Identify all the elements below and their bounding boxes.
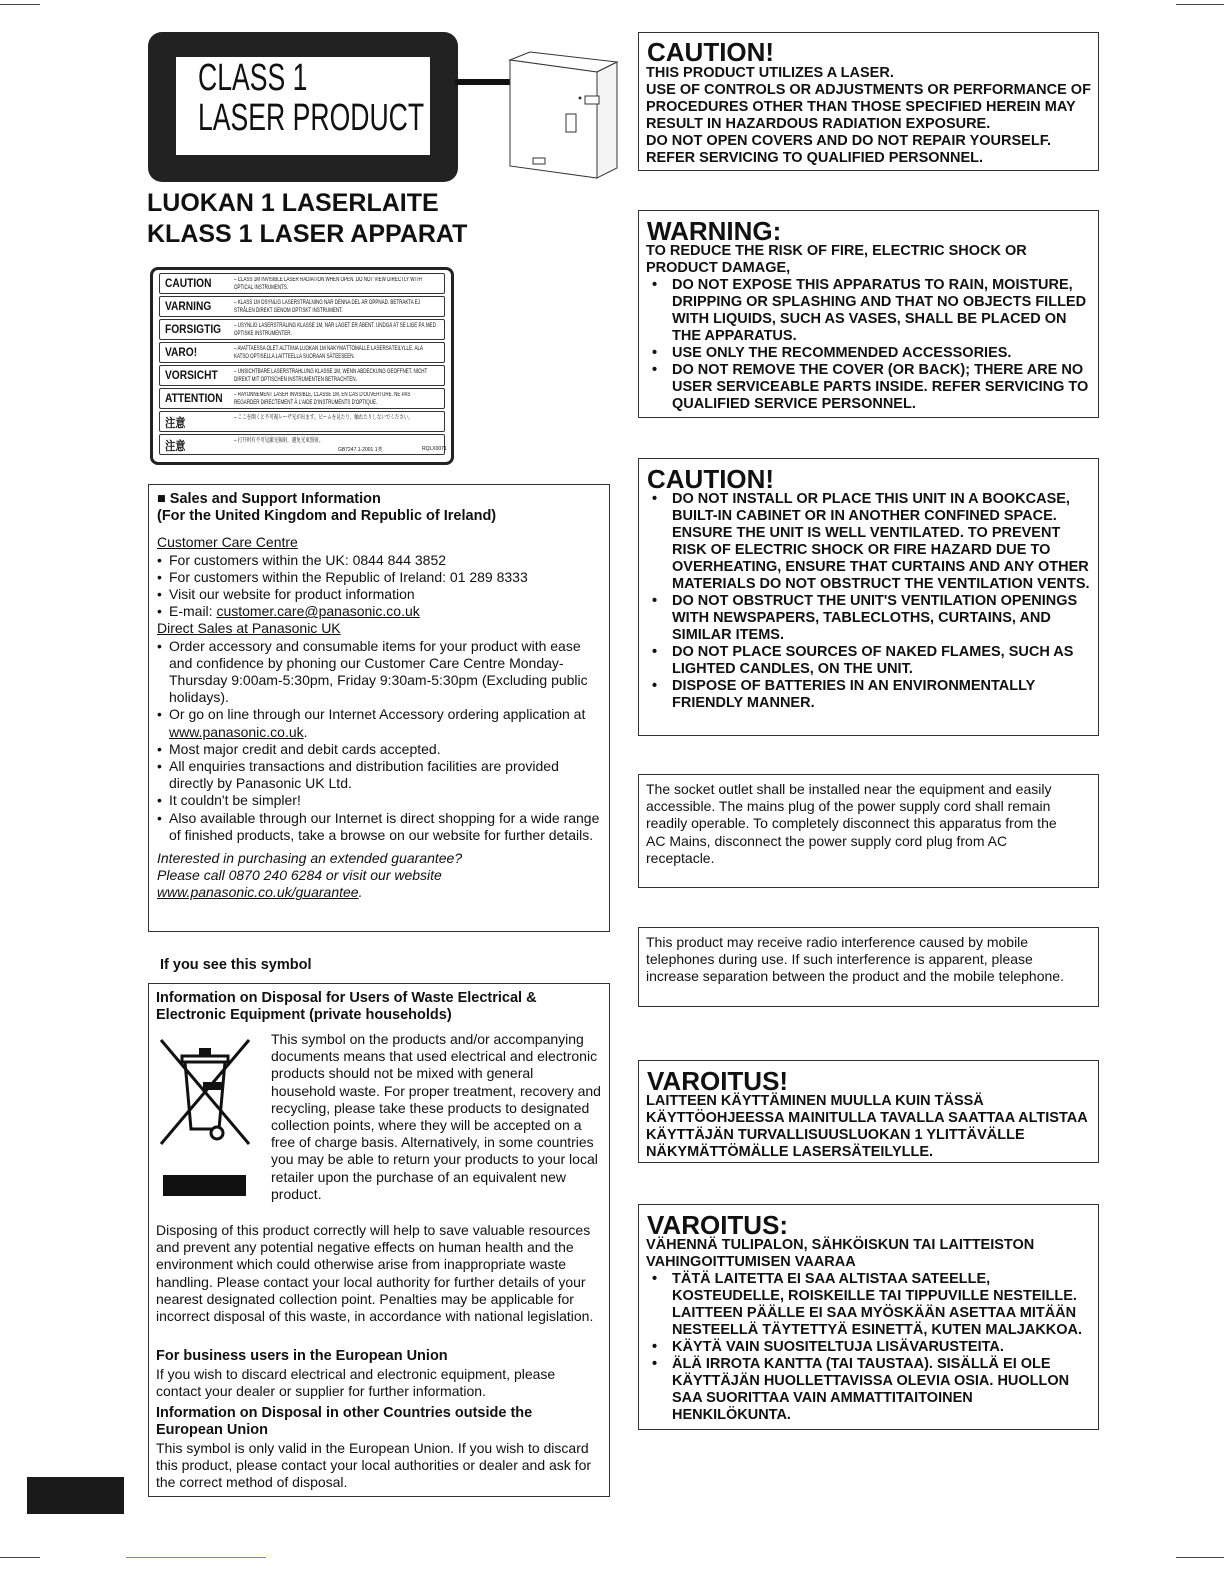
disposal-info-box bbox=[148, 983, 610, 1497]
radio-note: This product may receive radio interference caused by mobile telephones during use. If such interference is apparent, please increase separation between the product and the mobile telephone. bbox=[646, 934, 1064, 985]
sticker-code: RQLX0071 bbox=[422, 446, 447, 452]
varoitus-item: • KÄYTÄ VAIN SUOSITELTUJA LISÄVARUSTEITA. bbox=[646, 1339, 1094, 1356]
sticker-label: VARO! bbox=[165, 345, 198, 359]
warning-item: • DO NOT EXPOSE THIS APPARATUS TO RAIN, MOISTURE, DRIPPING OR SPLASHING AND THAT NO OBJECTS FILLED WITH LIQUIDS, SUCH AS VASES, SHALL BE PLACED ON THE APPARATUS. bbox=[646, 277, 1094, 345]
radio-interference-box bbox=[638, 927, 1099, 1007]
online-text: Or go on line through our Internet Accessory ordering application at bbox=[169, 706, 586, 723]
guarantee-question: Interested in purchasing an extended guarantee? bbox=[157, 850, 463, 867]
warning-box bbox=[638, 210, 1099, 418]
page-number-tab bbox=[27, 1477, 124, 1514]
list-item: • Visit our website for product information bbox=[157, 586, 603, 603]
caution-item: • DO NOT OBSTRUCT THE UNIT'S VENTILATION OPENINGS WITH NEWSPAPERS, TABLECLOTHS, CURTAINS, AND SIMILAR ITEMS. bbox=[646, 593, 1094, 644]
sales-subtitle: (For the United Kingdom and Republic of Ireland) bbox=[157, 508, 497, 525]
warning-item: • USE ONLY THE RECOMMENDED ACCESSORIES. bbox=[646, 345, 1094, 362]
laser-label-line1: CLASS 1 bbox=[198, 57, 308, 99]
caution-line: USE OF CONTROLS OR ADJUSTMENTS OR PERFORMANCE OF PROCEDURES OTHER THAN THOSE SPECIFIED HEREIN MAY RESULT IN HAZARDOUS RADIATION EXPOSURE. bbox=[646, 82, 1091, 132]
list-item: • For customers within the Republic of Ireland: 01 289 8333 bbox=[157, 569, 603, 586]
other-countries-body: This symbol is only valid in the European Union. If you wish to discard this product, please contact your local authorities or dealer and ask for the correct method of disposal. bbox=[156, 1440, 592, 1491]
varoitus-laser-box bbox=[638, 1060, 1099, 1163]
disposal-body: Disposing of this product correctly will help to save valuable resources and prevent any potential negative effects on human health and the environment which could otherwise arise from inappropriate waste handling. Please contact your local authority for further details of your nearest designated collection point. Penalties may be applicable for incorrect disposal of this waste, in accordance with national legislation. bbox=[156, 1222, 594, 1325]
caution-install-box bbox=[638, 458, 1099, 736]
symbol-caption: If you see this symbol bbox=[160, 957, 312, 973]
email-link[interactable]: customer.care@panasonic.co.uk bbox=[216, 603, 420, 620]
varoitus-body: LAITTEEN KÄYTTÄMINEN MUULLA KUIN TÄSSÄ KÄYTTÖOHJEESSA MAINITULLA TAVALLA SAATTAA ALTISTAA KÄYTTÄJÄN TURVALLISUUSLUOKAN 1 YLITTÄVÄLLE NÄKYMÄTTÖMÄLLE LASERSÄTEILYLLE. bbox=[646, 1093, 1088, 1160]
list-item: • For customers within the UK: 0844 844 3852 bbox=[157, 552, 603, 569]
list-item bbox=[157, 603, 603, 620]
socket-note: The socket outlet shall be installed near the equipment and easily accessible. The mains plug of the power supply cord shall remain readily operable. To completely disconnect this apparatus from the AC Mains, disconnect the power supply cord plug from AC receptacle. bbox=[646, 781, 1057, 866]
varoitus-title: VAROITUS: bbox=[647, 1210, 789, 1240]
customer-care-heading: Customer Care Centre bbox=[157, 534, 298, 551]
panasonic-website-link[interactable]: www.panasonic.co.uk bbox=[169, 723, 304, 740]
black-bar bbox=[163, 1175, 246, 1196]
varoitus-item: • ÄLÄ IRROTA KANTTA (TAI TAUSTAA). SISÄLLÄ EI OLE KÄYTTÄJÄN HUOLLETTAVISSA OLEVIA OSIA. HUOLLON SAA SUORITTAA VAIN AMMATTITAITOINEN HENKILÖKUNTA. bbox=[646, 1356, 1094, 1424]
finnish-class-heading: LUOKAN 1 LASERLAITE bbox=[147, 189, 439, 217]
sticker-label: ATTENTION bbox=[165, 391, 223, 405]
list-item: • Also available through our Internet is direct shopping for a wide range of finished products, take a browse on our website for further details. bbox=[157, 810, 603, 844]
list-item: • It couldn't be simpler! bbox=[157, 792, 603, 809]
sticker-label: 注意 bbox=[165, 439, 186, 453]
online-suffix: . bbox=[303, 723, 308, 740]
sticker-row bbox=[159, 319, 445, 340]
sticker-text: – KLASS 1M OSYNLIG LASERSTRÅLNING NÄR DENNA DEL ÄR ÖPPNAD. BETRAKTA EJ STRÅLEN DIREKT GENOM OPTISKT INSTRUMENT. bbox=[234, 300, 421, 314]
socket-outlet-box bbox=[638, 774, 1099, 888]
crop-mark bbox=[1176, 1557, 1224, 1558]
sticker-small-ref: GB7247.1-2001 1类 bbox=[338, 447, 383, 453]
sticker-label: VARNING bbox=[165, 299, 212, 313]
business-users-title: For business users in the European Union bbox=[156, 1348, 448, 1364]
list-item: • Order accessory and consumable items for your product with ease and confidence by phoning our Customer Care Centre Monday-Thursday 9:00am-5:30pm, Friday 9:30am-5:30pm (Excluding public holidays). bbox=[157, 638, 603, 707]
caution-line: THIS PRODUCT UTILIZES A LASER. bbox=[646, 65, 894, 81]
sticker-label: 注意 bbox=[165, 416, 186, 430]
sticker-text: – USYNLIG LASERSTRÅLING KLASSE 1M, NÅR LÅGET ER ÅBENT. UNDGÅ AT SE LIGE PÅ MED OPTISKE INSTRUMENTER. bbox=[234, 323, 436, 337]
direct-sales-heading: Direct Sales at Panasonic UK bbox=[157, 620, 341, 637]
disposal-symbol-text: This symbol on the products and/or accompanying documents means that used electrical and electronic products should not be mixed with general household waste. For proper treatment, recovery and recycling, please take these products to designated collection points, where they will be accepted on a free of charge basis. Alternatively, in some countries you may be able to return your products to your local retailer upon the purchase of an equivalent new product. bbox=[271, 1031, 601, 1202]
crop-mark bbox=[0, 4, 40, 5]
caution-laser-box bbox=[638, 32, 1099, 171]
other-countries-title: Information on Disposal in other Countries outside the European Union bbox=[156, 1405, 533, 1439]
sticker-row bbox=[159, 411, 445, 432]
laser-label-text bbox=[198, 58, 424, 138]
sticker-row bbox=[159, 273, 445, 294]
sticker-text: – AVATTAESSA OLET ALTTIINA LUOKAN 1M NÄKYMÄTTÖMÄLLE LASERSÄTEILYLLE. ÄLÄ KATSO OPTISELLA LAITTEELLA SUORAAN SÄTEESEEN. bbox=[234, 346, 423, 360]
sticker-row bbox=[159, 342, 445, 363]
caution-line: DO NOT OPEN COVERS AND DO NOT REPAIR YOURSELF. bbox=[646, 133, 1051, 149]
varoitus-intro: VÄHENNÄ TULIPALON, SÄHKÖISKUN TAI LAITTEISTON VAHINGOITTUMISEN VAARAA bbox=[646, 1237, 1035, 1270]
sticker-text: – RAYONNEMENT LASER INVISIBLE, CLASSE 1M, EN CAS D'OUVERTURE. NE PAS REGARDER DIRECTEMENT À L'AIDE D'INSTRUMENTS D'OPTIQUE. bbox=[234, 392, 411, 406]
warning-item: • DO NOT REMOVE THE COVER (OR BACK); THERE ARE NO USER SERVICEABLE PARTS INSIDE. REFER SERVICING TO QUALIFIED SERVICE PERSONNEL. bbox=[646, 362, 1094, 413]
sticker-text: – 打开时有不可见激光辐射，避免光束照射。 bbox=[234, 438, 324, 444]
sticker-text: – CLASS 1M INVISIBLE LASER RADIATION WHEN OPEN. DO NOT VIEW DIRECTLY WITH OPTICAL INSTRUMENTS. bbox=[234, 277, 422, 291]
sticker-row bbox=[159, 434, 445, 455]
laser-warning-sticker bbox=[150, 267, 454, 465]
sticker-row bbox=[159, 365, 445, 386]
disposal-title: Information on Disposal for Users of Waste Electrical & Electronic Equipment (private households) bbox=[156, 990, 537, 1024]
sticker-text: – UNSICHTBARE LASERSTRAHLUNG KLASSE 1M, WENN ABDECKUNG GEÖFFNET. NICHT DIREKT MIT OPTISCHEN INSTRUMENTEN BETRACHTEN. bbox=[234, 369, 428, 383]
guarantee-link[interactable]: www.panasonic.co.uk/guarantee bbox=[157, 884, 359, 901]
caution-line: REFER SERVICING TO QUALIFIED PERSONNEL. bbox=[646, 150, 984, 166]
swedish-class-heading: KLASS 1 LASER APPARAT bbox=[147, 220, 468, 248]
crossed-out-wheelie-bin-icon bbox=[155, 1034, 255, 1154]
laser-label-line2: LASER PRODUCT bbox=[198, 97, 425, 139]
sales-support-box bbox=[148, 484, 610, 932]
crop-mark bbox=[1176, 4, 1224, 5]
crop-mark bbox=[126, 1557, 266, 1558]
crop-mark bbox=[0, 1557, 40, 1558]
device-illustration-icon bbox=[505, 50, 620, 185]
guarantee-end: . bbox=[358, 884, 363, 901]
caution-title: CAUTION! bbox=[647, 464, 775, 494]
varoitus-title: VAROITUS! bbox=[647, 1066, 789, 1096]
caution-item: • DISPOSE OF BATTERIES IN AN ENVIRONMENTALLY FRIENDLY MANNER. bbox=[646, 678, 1094, 712]
sticker-row bbox=[159, 296, 445, 317]
caution-item: • DO NOT INSTALL OR PLACE THIS UNIT IN A BOOKCASE, BUILT-IN CABINET OR IN ANOTHER CONFINED SPACE. ENSURE THE UNIT IS WELL VENTILATED. TO PREVENT RISK OF ELECTRIC SHOCK OR FIRE HAZARD DUE TO OVERHEATING, ENSURE THAT CURTAINS AND ANY OTHER MATERIALS DO NOT OBSTRUCT THE VENTILATION VENTS. bbox=[646, 491, 1094, 593]
sticker-row bbox=[159, 388, 445, 409]
list-item bbox=[157, 706, 603, 740]
sticker-text: – ここを開くと不可視レーザ光が出ます。ビームを見たり、触れたりしないでください。 bbox=[234, 415, 413, 421]
caution-title: CAUTION! bbox=[647, 37, 775, 67]
varoitus-item: • TÄTÄ LAITETTA EI SAA ALTISTAA SATEELLE, KOSTEUDELLE, ROISKEILLE TAI TIPPUVILLE NESTEILLE. LAITTEEN PÄÄLLE EI SAA MYÖSKÄÄN ASETTAA MITÄÄN NESTEELLÄ TÄYTETTYÄ ESINETTÄ, KUTEN MALJAKKOA. bbox=[646, 1271, 1094, 1339]
warning-title: WARNING: bbox=[647, 216, 782, 246]
sticker-label: VORSICHT bbox=[165, 368, 218, 382]
warning-intro: TO REDUCE THE RISK OF FIRE, ELECTRIC SHOCK OR PRODUCT DAMAGE, bbox=[646, 243, 1027, 276]
list-item: • All enquiries transactions and distribution facilities are provided directly by Panasonic UK Ltd. bbox=[157, 758, 603, 792]
varoitus-warning-box bbox=[638, 1204, 1099, 1430]
sticker-label: FORSIGTIG bbox=[165, 322, 222, 336]
email-label: E-mail: bbox=[169, 603, 217, 620]
caution-item: • DO NOT PLACE SOURCES OF NAKED FLAMES, SUCH AS LIGHTED CANDLES, ON THE UNIT. bbox=[646, 644, 1094, 678]
list-item: • Most major credit and debit cards accepted. bbox=[157, 741, 603, 758]
sticker-label: CAUTION bbox=[165, 276, 212, 290]
business-users-body: If you wish to discard electrical and electronic equipment, please contact your dealer or supplier for further information. bbox=[156, 1366, 556, 1400]
sales-title: ■ Sales and Support Information bbox=[157, 491, 381, 507]
guarantee-call: Please call 0870 240 6284 or visit our website bbox=[157, 867, 442, 884]
